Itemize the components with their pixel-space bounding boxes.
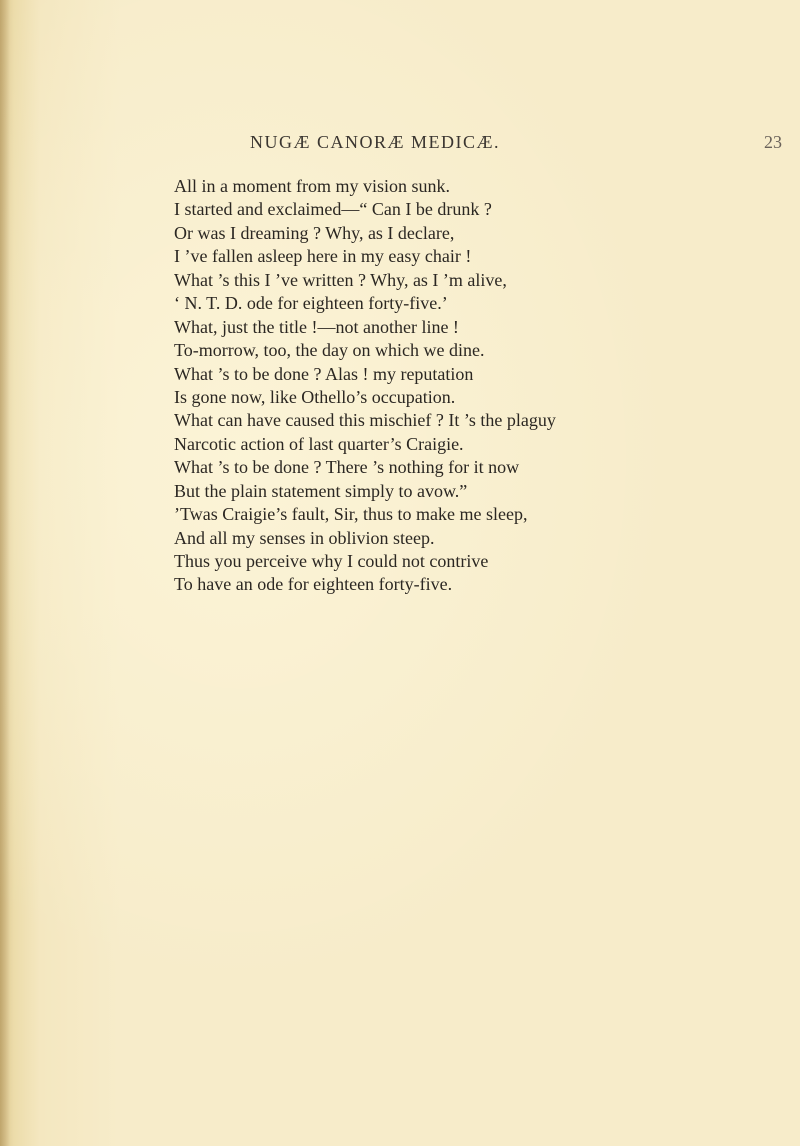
poem-line: Thus you perceive why I could not contrive xyxy=(174,551,489,571)
poem-line: ’Twas Craigie’s fault, Sir, thus to make me sleep, xyxy=(174,504,528,525)
poem-line: What, just the title !—not another line ! xyxy=(174,316,459,337)
poem-line: What ’s to be done ? There ’s nothing for it now xyxy=(174,457,520,478)
poem-line: To have an ode for eighteen forty-five. xyxy=(174,574,453,595)
poem-line: Narcotic action of last quarter’s Craigie. xyxy=(174,433,464,454)
poem-line: What can have caused this mischief ? It ’s the plaguy xyxy=(174,410,556,431)
poem-line: But the plain statement simply to avow.” xyxy=(174,480,468,501)
poem-line: To-morrow, too, the day on which we dine. xyxy=(174,340,485,361)
poem-line: What ’s to be done ? Alas ! my reputation xyxy=(174,363,474,384)
running-title: NUGÆ CANORÆ MEDICÆ. xyxy=(250,132,501,152)
poem-line: I started and exclaimed—“ Can I be drunk ? xyxy=(174,199,492,220)
page-gutter-shadow xyxy=(0,0,10,1146)
poem-line: I ’ve fallen asleep here in my easy chair ! xyxy=(174,246,472,267)
poem-line: What ’s this I ’ve written ? Why, as I ’m alive, xyxy=(174,269,507,290)
page-number: 23 xyxy=(764,132,782,152)
poem-line: ‘ N. T. D. ode for eighteen forty-five.’ xyxy=(174,293,448,314)
poem-line: All in a moment from my vision sunk. xyxy=(174,176,450,196)
poem-line: Is gone now, like Othello’s occupation. xyxy=(174,386,456,407)
poem-line: And all my senses in oblivion steep. xyxy=(174,527,435,548)
poem-text xyxy=(174,175,774,597)
poem-line: Or was I dreaming ? Why, as I declare, xyxy=(174,222,455,243)
